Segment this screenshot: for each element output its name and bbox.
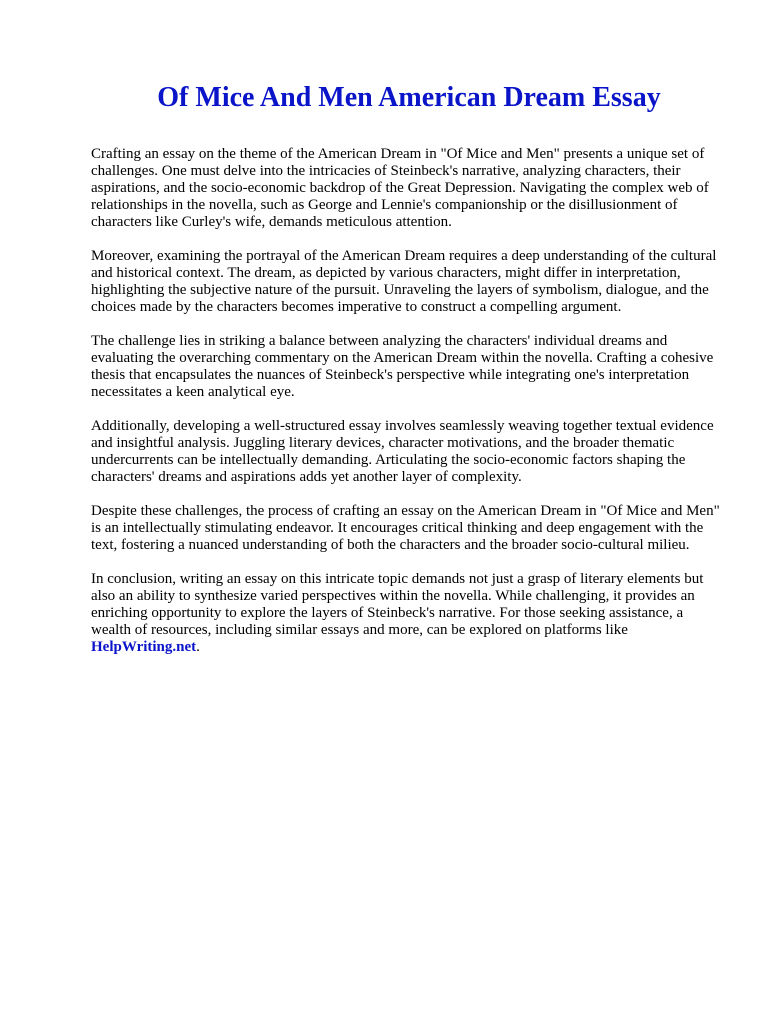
- conclusion-period: .: [196, 639, 200, 655]
- document-body: [91, 146, 725, 673]
- helpwriting-link[interactable]: HelpWriting.net: [91, 639, 197, 655]
- conclusion-text: In conclusion, writing an essay on this intricate topic demands not just a grasp of literary elements but also an ability to synthesize varied perspectives within the novella. While challenging, it provides an enriching opportunity to explore the layers of Steinbeck's narrative. For those seeking assistance, a wealth of resources, including similar essays and more, can be explored on platforms like: [91, 571, 704, 638]
- paragraph-1: Crafting an essay on the theme of the American Dream in "Of Mice and Men" presents a unique set of challenges. One must delve into the intricacies of Steinbeck's narrative, analyzing characters, their aspirations, and the socio-economic backdrop of the Great Depression. Navigating the complex web of relationships in the novella, such as George and Lennie's companionship or the disillusionment of characters like Curley's wife, demands meticulous attention.: [91, 146, 709, 230]
- paragraph-3: The challenge lies in striking a balance between analyzing the characters' individual dreams and evaluating the overarching commentary on the American Dream within the novella. Crafting a cohesive thesis that encapsulates the nuances of Steinbeck's perspective while integrating one's interpretation necessitates a keen analytical eye.: [91, 333, 714, 400]
- paragraph-5: Despite these challenges, the process of crafting an essay on the American Dream in "Of Mice and Men" is an intellectually stimulating endeavor. It encourages critical thinking and deep engagement with the text, fostering a nuanced understanding of both the characters and the broader socio-cultural milieu.: [91, 503, 720, 553]
- conclusion-paragraph: [91, 571, 725, 656]
- document-title: Of Mice And Men American Dream Essay: [157, 82, 661, 113]
- paragraph-2: Moreover, examining the portrayal of the American Dream requires a deep understanding of the cultural and historical context. The dream, as depicted by various characters, might differ in interpretation, highlighting the subjective nature of the pursuit. Unraveling the layers of symbolism, dialogue, and the choices made by the characters becomes imperative to construct a compelling argument.: [91, 248, 717, 315]
- paragraph-4: Additionally, developing a well-structured essay involves seamlessly weaving together textual evidence and insightful analysis. Juggling literary devices, character motivations, and the broader thematic undercurrents can be intellectually demanding. Articulating the socio-economic factors shaping the characters' dreams and aspirations adds yet another layer of complexity.: [91, 418, 714, 485]
